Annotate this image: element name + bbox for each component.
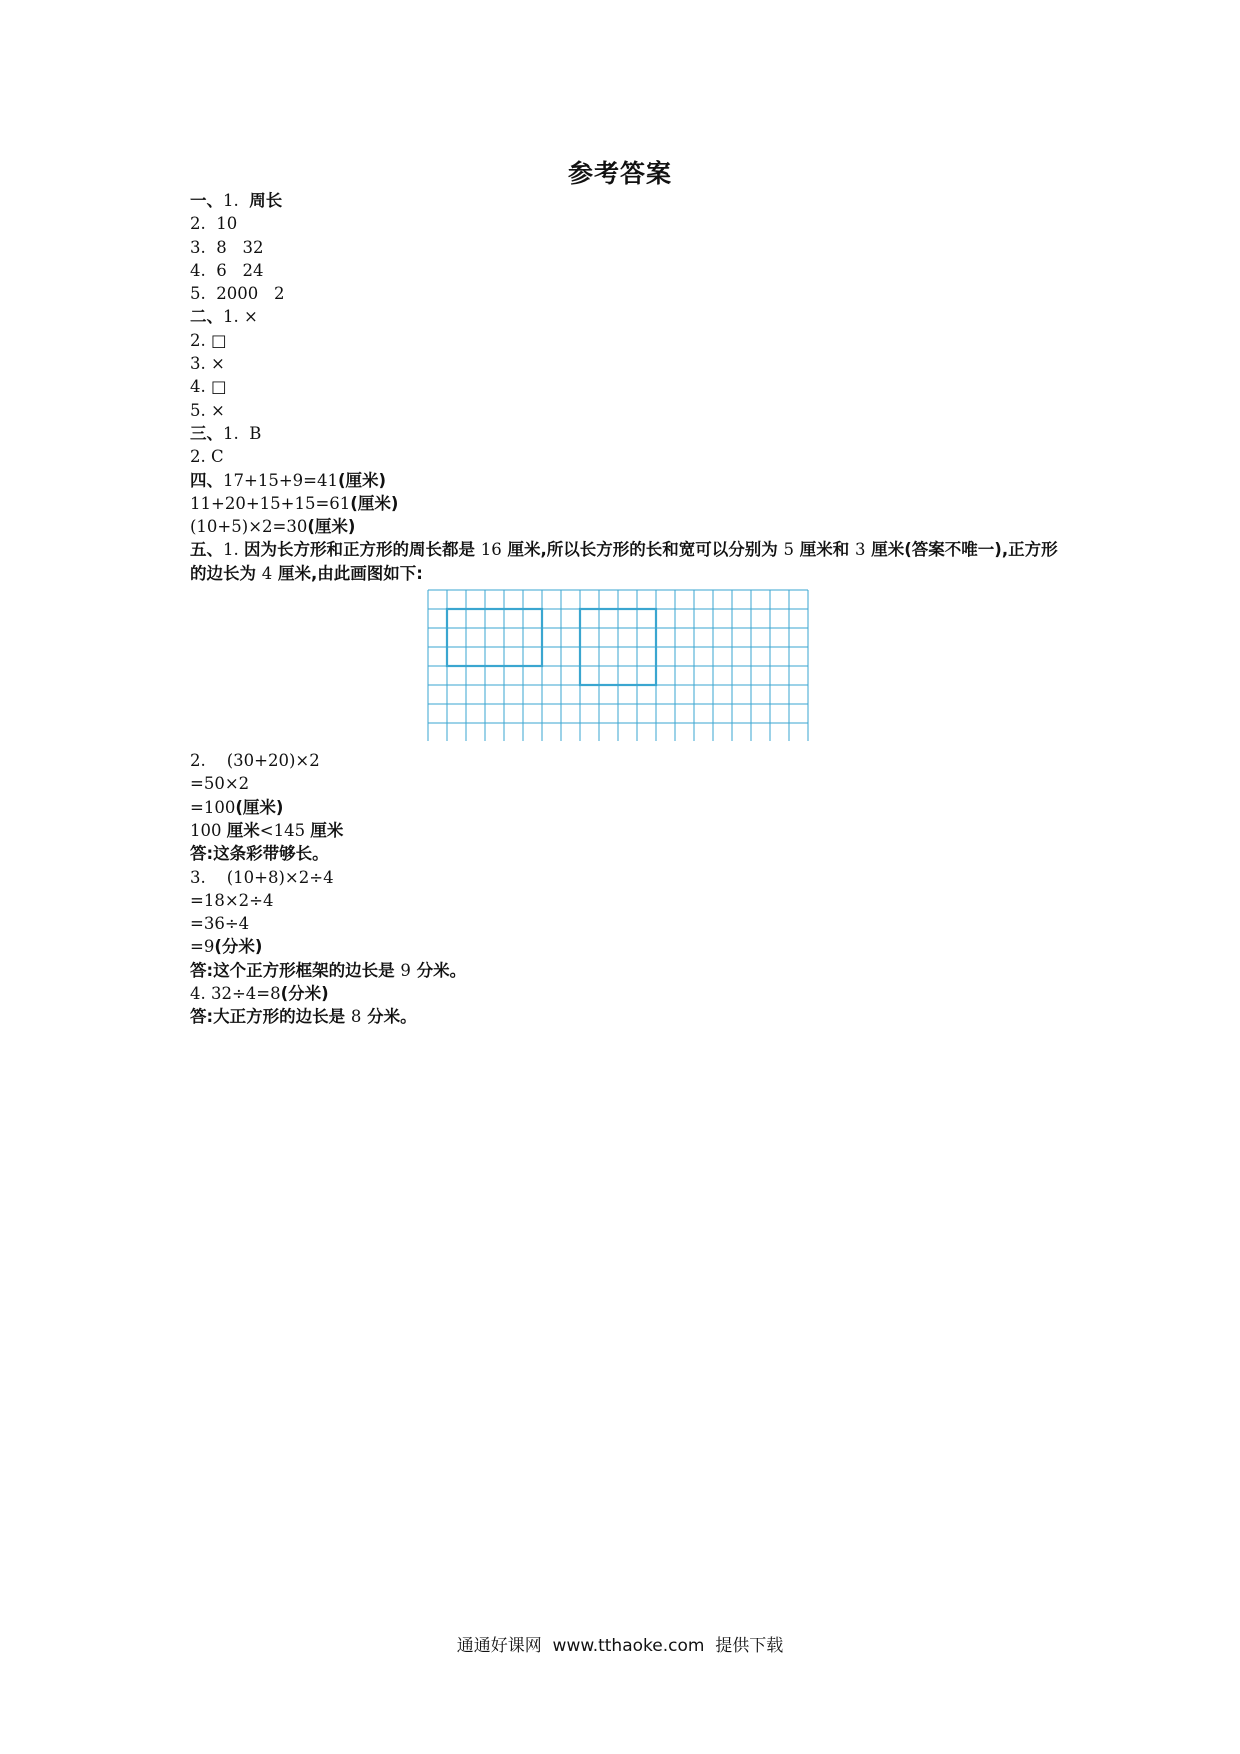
- text-segment: 2. (30+20)×2: [190, 751, 320, 771]
- answer-line: [190, 282, 1070, 305]
- text-segment: 5: [783, 540, 795, 560]
- text-segment: 一、: [190, 191, 223, 210]
- drawn-rectangle: [447, 609, 542, 666]
- text-segment: =100: [190, 797, 236, 817]
- text-segment: (分米): [280, 984, 329, 1004]
- text-segment: 17+15+9=41: [223, 470, 338, 490]
- answer-line: [190, 375, 1070, 398]
- text-segment: 厘米(答案不唯一),正方形的边长为: [190, 540, 1058, 583]
- footer-credit: 通通好课网 www.tthaoke.com 提供下载: [456, 1636, 784, 1656]
- text-segment: 三、: [190, 423, 223, 443]
- answer-line: [190, 305, 1070, 328]
- text-segment: 4: [261, 563, 273, 583]
- text-segment: (厘米): [337, 470, 387, 490]
- answer-line: [190, 445, 1070, 468]
- text-segment: 1. B: [223, 423, 262, 443]
- answer-content: [190, 189, 1070, 1029]
- text-segment: 2. C: [190, 447, 224, 467]
- text-segment: (10+5)×2=30: [190, 517, 308, 537]
- answer-line: [190, 236, 1070, 259]
- text-segment: =36÷4: [190, 914, 250, 934]
- text-segment: 5. ×: [190, 400, 225, 420]
- text-segment: 8: [350, 1007, 362, 1027]
- text-segment: (厘米): [307, 517, 356, 537]
- text-segment: 厘米和: [794, 540, 856, 560]
- answer-line: [190, 352, 1070, 375]
- text-segment: 四、: [190, 470, 223, 490]
- text-segment: =18×2÷4: [190, 890, 274, 910]
- answer-line: [190, 749, 1070, 772]
- text-segment: 4. 32÷4=8: [190, 984, 281, 1004]
- text-segment: (分米): [214, 937, 263, 957]
- answer-line: [190, 1005, 1070, 1028]
- text-segment: 厘米,由此画图如下:: [272, 563, 423, 583]
- grid-figure: [190, 589, 1070, 745]
- answer-line: [190, 935, 1070, 958]
- answers-part-2: [190, 749, 1070, 1029]
- text-segment: 答:大正方形的边长是: [190, 1007, 351, 1027]
- text-segment: 4. 6 24: [190, 260, 264, 280]
- answer-line: [190, 399, 1070, 422]
- answer-line: [190, 842, 1070, 865]
- answer-line: [190, 819, 1070, 842]
- text-segment: 3. ×: [190, 354, 225, 374]
- answer-line: [190, 772, 1070, 795]
- text-segment: 1.: [223, 540, 244, 560]
- page-title: 参考答案: [567, 159, 672, 188]
- answer-line: [190, 515, 1070, 538]
- text-segment: 答:这条彩带够长。: [190, 844, 329, 864]
- text-segment: 1. ×: [223, 307, 258, 327]
- text-segment: 9: [400, 960, 411, 980]
- answer-line: [190, 492, 1070, 515]
- text-segment: 二、: [190, 307, 223, 327]
- text-segment: 11+20+15+15=61: [190, 493, 351, 513]
- grid-drawing: [427, 589, 815, 741]
- text-segment: 周长: [249, 191, 283, 210]
- text-segment: 1.: [223, 191, 250, 210]
- answer-five-1-text: [190, 538, 1070, 585]
- text-segment: 4. □: [190, 377, 227, 397]
- answer-line: [190, 889, 1070, 912]
- answer-line: [190, 422, 1070, 445]
- text-segment: 3. 8 32: [190, 237, 264, 257]
- text-segment: 厘米: [226, 820, 260, 840]
- text-segment: 3: [855, 540, 866, 560]
- text-segment: =9: [190, 937, 215, 957]
- answer-line: [190, 959, 1070, 982]
- answer-line: [190, 259, 1070, 282]
- answer-line: [190, 796, 1070, 819]
- text-segment: 3. (10+8)×2÷4: [190, 867, 334, 887]
- answer-line: [190, 866, 1070, 889]
- text-segment: 五、: [190, 540, 223, 560]
- text-segment: 2. □: [190, 330, 227, 350]
- text-segment: =50×2: [190, 774, 250, 794]
- text-segment: 16: [480, 540, 502, 560]
- answer-line: [190, 189, 1070, 212]
- text-segment: 分米。: [410, 960, 467, 980]
- answer-line: [190, 912, 1070, 935]
- answer-line: [190, 329, 1070, 352]
- text-segment: 5. 2000 2: [190, 284, 285, 304]
- answer-line: [190, 212, 1070, 235]
- answers-part-1: [190, 189, 1070, 538]
- text-segment: 答:这个正方形框架的边长是: [190, 960, 401, 980]
- text-segment: 100: [190, 820, 227, 840]
- text-segment: 厘米: [310, 820, 344, 840]
- text-segment: (厘米): [235, 797, 284, 817]
- text-segment: (厘米): [350, 493, 399, 513]
- text-segment: 因为长方形和正方形的周长都是: [244, 540, 481, 560]
- text-segment: <145: [259, 820, 311, 840]
- answer-line: [190, 469, 1070, 492]
- text-segment: 厘米,所以长方形的长和宽可以分别为: [501, 540, 784, 560]
- text-segment: 分米。: [361, 1007, 417, 1027]
- text-segment: 2. 10: [190, 214, 238, 234]
- answer-line: [190, 982, 1070, 1005]
